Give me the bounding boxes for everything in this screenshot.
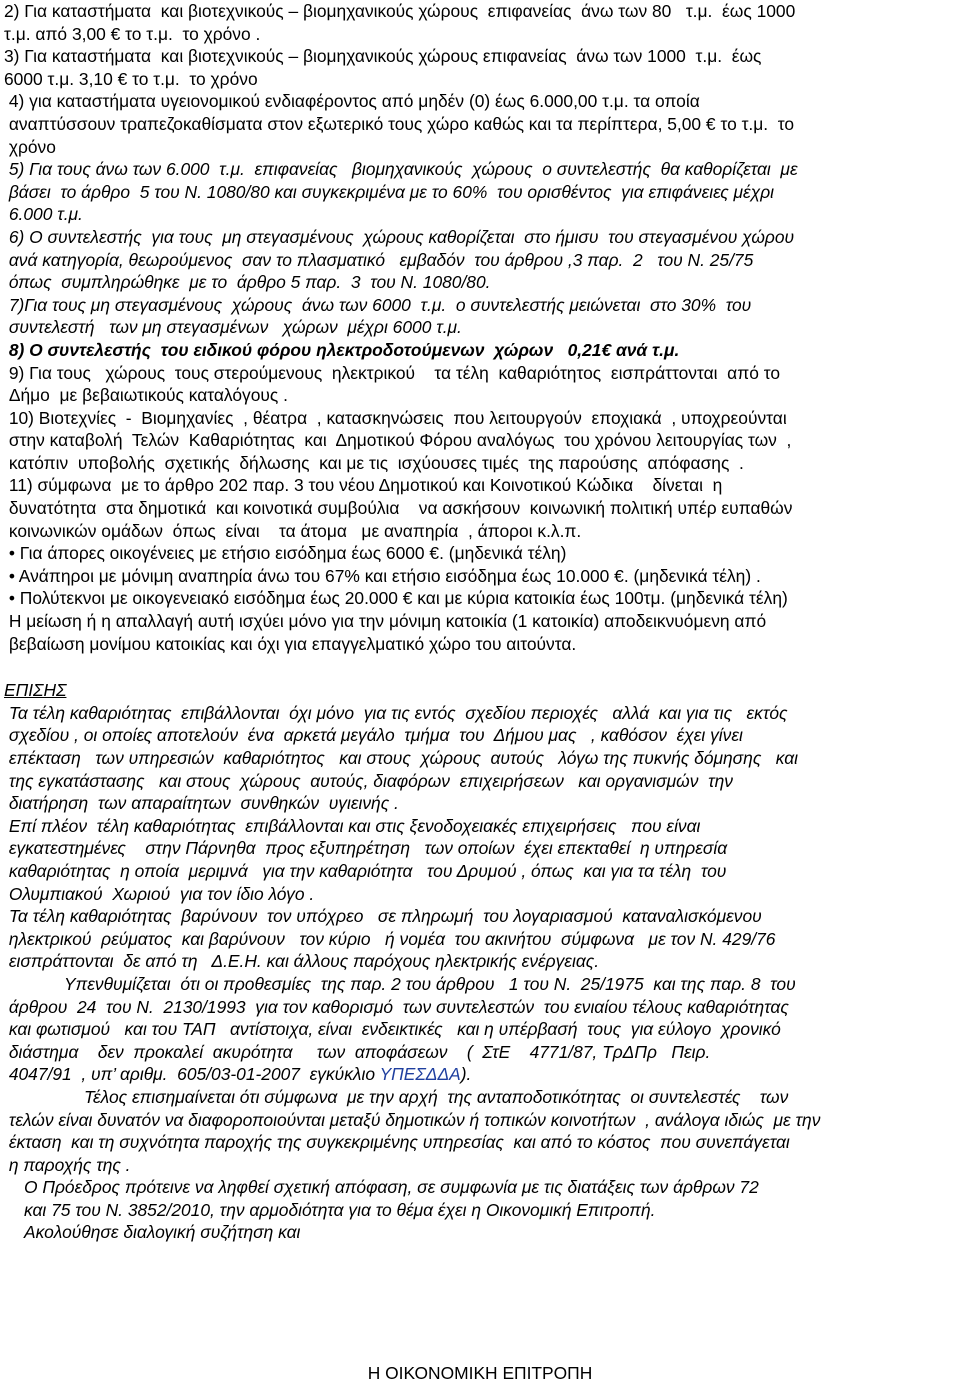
text-line: Ακολούθησε διαλογική συζήτηση και bbox=[24, 1222, 301, 1243]
paragraph-finally bbox=[4, 1086, 956, 1176]
text-line: και 75 του Ν. 3852/2010, την αρμοδιότητα για το θέμα έχει η Οικονομική Επιτροπή. bbox=[24, 1199, 656, 1220]
text-line: χρόνο bbox=[4, 136, 56, 157]
text-line: 10) Βιοτεχνίες - Βιομηχανίες , θέατρα , κατασκηνώσεις που λειτουργούν εποχιακά , υποχρεούνται bbox=[4, 407, 787, 428]
document-body bbox=[4, 0, 956, 1244]
text-line: Τα τέλη καθαριότητας επιβάλλονται όχι μόνο για τις εντός σχεδίου περιοχές αλλά και για τις εκτός bbox=[4, 702, 788, 723]
text-line: όπως συμπληρώθηκε με το άρθρο 5 παρ. 3 του Ν. 1080/80. bbox=[4, 272, 491, 293]
text-line: ανά κατηγορία, θεωρούμενος σαν το πλασματικό εμβαδόν του άρθρου ,3 παρ. 2 του Ν. 25/75 bbox=[4, 249, 754, 270]
text-line: αναπτύσσουν τραπεζοκαθίσματα στον εξωτερικό τους χώρο καθώς και τα περίπτερα, 5,00 € το τ.μ. το bbox=[4, 113, 795, 134]
paragraph-rates bbox=[4, 0, 956, 158]
text-line: βάσει το άρθρο 5 του Ν. 1080/80 και συγκεκριμένα με το 60% του ορισθέντος για επιφάνειες μέχρι bbox=[4, 181, 775, 202]
text-line: 3) Για καταστήματα και βιοτεχνικούς – βιομηχανικούς χώρους επιφανείας άνω των 1000 τ.μ. έως bbox=[4, 46, 762, 67]
text-line: 7)Για τους μη στεγασμένους χώρους άνω των 6000 τ.μ. ο συντελεστής μειώνεται στο 30% του bbox=[4, 294, 752, 315]
text-line: Υπενθυμίζεται ότι οι προθεσμίες της παρ. 2 του άρθρου 1 του Ν. 25/1975 και της παρ. 8 του bbox=[64, 973, 796, 994]
text-line: 6000 τ.μ. 3,10 € το τ.μ. το χρόνο bbox=[4, 68, 258, 89]
bullet-item: • Πολύτεκνοι με οικογενειακό εισόδημα έως 20.000 € και με κύρια κατοικία έως 100τμ. (μηδενικά τέλη) bbox=[4, 588, 788, 609]
text-line: 9) Για τους χώρους τους στερούμενους ηλεκτρικού τα τέλη καθαριότητος εισπράττονται από το bbox=[4, 362, 781, 383]
text-line: ηλεκτρικού ρεύματος και βαρύνουν τον κύριο ή νομέα του ακινήτου σύμφωνα με τον Ν. 429/76 bbox=[4, 928, 776, 949]
text-line: Ολυμπιακού Χωριού για τον ίδιο λόγο . bbox=[4, 883, 315, 904]
text-span: ). bbox=[460, 1064, 472, 1085]
text-line: 4) για καταστήματα υγειονομικού ενδιαφέροντος από μηδέν (0) έως 6.000,00 τ.μ. τα οποία bbox=[4, 91, 700, 112]
paragraph-coefficients bbox=[4, 158, 956, 361]
text-line: διατήρηση των απαραίτητων συνθηκών υγιεινής . bbox=[4, 793, 399, 814]
text-line: της εγκατάστασης και στους χώρους αυτούς, διαφόρων επιχειρήσεων και οργανισμών την bbox=[4, 770, 733, 791]
bullet-item: • Ανάπηροι με μόνιμη αναπηρία άνω του 67% και ετήσιο εισόδημα έως 10.000 €. (μηδενικά τέλη) . bbox=[4, 565, 761, 586]
text-line: τ.μ. από 3,00 € το τ.μ. το χρόνο . bbox=[4, 23, 261, 44]
bullet-item: • Για άπορες οικογένειες με ετήσιο εισόδημα έως 6000 €. (μηδενικά τέλη) bbox=[4, 543, 567, 564]
text-line: τελών είναι δυνατόν να διαφοροποιούνται μεταξύ δημοτικών ή τοπικών κοινοτήτων , ανάλογα ιδιώς με την bbox=[4, 1109, 821, 1130]
text-line: Τέλος επισημαίνεται ότι σύμφωνα με την αρχή της ανταποδοτικότητας οι συντελεστές των bbox=[84, 1086, 789, 1107]
text-line: διάστημα δεν προκαλεί ακυρότητα των αποφάσεων ( ΣτΕ 4771/87, ΤρΔΠρ Πειρ. bbox=[4, 1041, 711, 1062]
text-line: και φωτισμού και του ΤΑΠ αντίστοιχα, είναι ενδεικτικές και η υπέρβασή τους για εύλογο χρονικό bbox=[4, 1019, 781, 1040]
circular-link[interactable]: ΥΠΕΣΔΔΑ bbox=[379, 1064, 461, 1085]
text-line: 6) Ο συντελεστής για τους μη στεγασμένους χώρους καθορίζεται στο ήμισυ του στεγασμένου χώρου bbox=[4, 226, 795, 247]
paragraph-president bbox=[4, 1176, 956, 1244]
text-line: 5) Για τους άνω των 6.000 τ.μ. επιφανείας βιομηχανικούς χώρους ο συντελεστής θα καθορίζεται με bbox=[4, 159, 798, 180]
text-line: η παροχής της . bbox=[4, 1154, 131, 1175]
section-heading: ΕΠΙΣΗΣ bbox=[4, 680, 67, 701]
paragraph-also bbox=[4, 702, 956, 973]
text-line: άρθρου 24 του Ν. 2130/1993 για τον καθορισμό των συντελεστών του ενιαίου τέλους καθαριότητας bbox=[4, 996, 789, 1017]
text-line bbox=[4, 1063, 956, 1086]
text-line: Τα τέλη καθαριότητας βαρύνουν τον υπόχρεο σε πληρωμή του λογαριασμού καταναλισκόμενου bbox=[4, 906, 762, 927]
text-line: Η μείωση ή η απαλλαγή αυτή ισχύει μόνο για την μόνιμη κατοικία (1 κατοικία) αποδεικνυόμενη από bbox=[4, 611, 767, 632]
text-line: δυνατότητα στα δημοτικά και κοινοτικά συμβούλια να ασκήσουν κοινωνική πολιτική υπέρ ευπαθών bbox=[4, 498, 793, 519]
text-span: 4047/91 , υπ’ αριθμ. 605/03-01-2007 εγκύκλιο bbox=[4, 1064, 380, 1085]
text-line: συντελεστή των μη στεγασμένων χώρων μέχρι 6000 τ.μ. bbox=[4, 317, 462, 338]
text-line: στην καταβολή Τελών Καθαριότητας και Δημοτικού Φόρου αναλόγως του χρόνου λειτουργίας των , bbox=[4, 430, 792, 451]
text-line: σχεδίου , οι οποίες αποτελούν ένα αρκετά μεγάλο τμήμα του Δήμου μας , καθόσον έχει γίνει bbox=[4, 725, 743, 746]
text-line: έκταση και τη συχνότητα παροχής της συγκεκριμένης υπηρεσίας και από το κόστος που συνεπάγεται bbox=[4, 1132, 790, 1153]
text-line: Ο Πρόεδρος πρότεινε να ληφθεί σχετική απόφαση, σε συμφωνία με τις διατάξεις των άρθρων 72 bbox=[24, 1177, 759, 1198]
text-line: Επί πλέον τέλη καθαριότητας επιβάλλονται και στις ξενοδοχειακές επιχειρήσεις που είναι bbox=[4, 815, 701, 836]
text-line: εγκατεστημένες στην Πάρνηθα προς εξυπηρέτηση των οποίων έχει επεκταθεί η υπηρεσία bbox=[4, 838, 728, 859]
text-line: 6.000 τ.μ. bbox=[4, 204, 83, 225]
text-line: καθαριότητας η οποία μεριμνά για την καθαριότητα του Δρυμού , όπως και για τα τέλη του bbox=[4, 860, 727, 881]
text-line: επέκταση των υπηρεσιών καθαριότητος και στους χώρους αυτούς λόγω της πυκνής δόμησης και bbox=[4, 748, 799, 768]
text-line: 2) Για καταστήματα και βιοτεχνικούς – βιομηχανικούς χώρους επιφανείας άνω των 80 τ.μ. έως 1000 bbox=[4, 1, 796, 21]
text-line: βεβαίωση μονίμου κατοικίας και όχι για επαγγελματικό χώρο του αιτούντα. bbox=[4, 633, 577, 654]
text-line: εισπράττονται δε από τη Δ.Ε.Η. και άλλους παρόχους ηλεκτρικής ενέργειας. bbox=[4, 951, 600, 972]
text-line: 11) σύμφωνα με το άρθρο 202 παρ. 3 του νέου Δημοτικού και Κοινοτικού Κώδικα δίνεται η bbox=[4, 475, 723, 496]
text-line: κατόπιν υποβολής σχετικής δήλωσης και με τις ισχύουσες τιμές της παρούσης απόφασης . bbox=[4, 452, 744, 473]
text-line: κοινωνικών ομάδων όπως είναι τα άτομα με αναπηρία , άποροι κ.λ.π. bbox=[4, 520, 582, 541]
bold-line: 8) Ο συντελεστής του ειδικού φόρου ηλεκτροδοτούμενων χώρων 0,21€ ανά τ.μ. bbox=[4, 339, 680, 360]
footer-title: Η ΟΙΚΟΝΟΜΙΚΗ ΕΠΙΤΡΟΠΗ bbox=[367, 1363, 593, 1383]
paragraph-exemptions bbox=[4, 362, 956, 656]
paragraph-reminder bbox=[4, 973, 956, 1086]
text-line: Δήμο με βεβαιωτικούς καταλόγους . bbox=[4, 385, 288, 406]
